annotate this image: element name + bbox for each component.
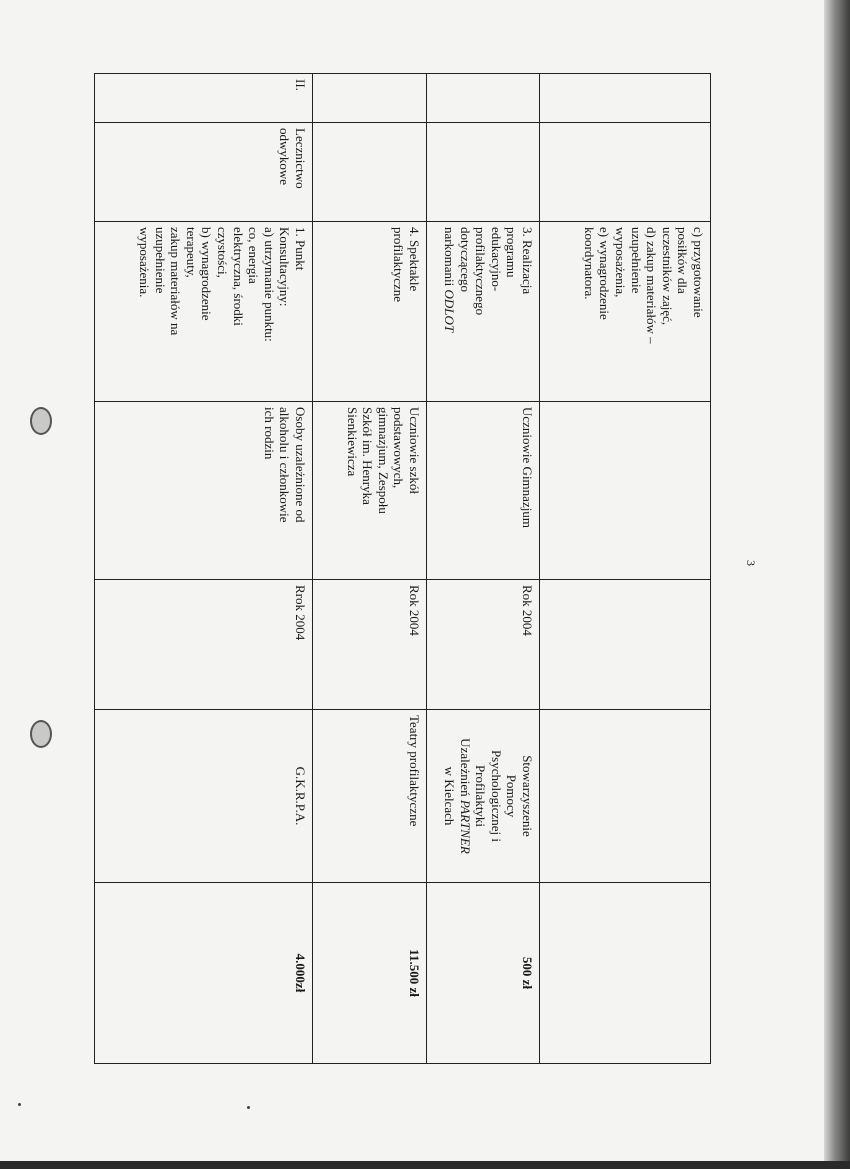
cell-term: Rok 2004 <box>313 580 427 710</box>
cell-executor: Teatry profilaktyczne <box>313 710 427 883</box>
page-number: 3 <box>744 560 758 566</box>
table-row <box>313 74 427 1064</box>
cell-executor: Stowarzyszenie Pomocy Psychologicznej i Profilaktyki Uzależnień PARTNER w Kielcach <box>427 710 540 883</box>
cell-area <box>313 123 427 222</box>
cell-amount: 4.000zł <box>95 883 313 1064</box>
cell-area <box>427 123 540 222</box>
cell-lp <box>540 74 711 123</box>
punch-hole-bottom <box>30 720 52 748</box>
table-container <box>95 73 711 1063</box>
scan-speck <box>18 1103 21 1106</box>
cell-task: c) przygotowanie posiłków dla uczestników zajęć, d) zakup materiałów – uzupełnienie wyposażenia, e) wynagrodzenie koordynatora. <box>540 222 711 402</box>
cell-executor: G.K.R.P.A. <box>95 710 313 883</box>
cell-lp: II. <box>95 74 313 123</box>
scan-edge-bottom <box>0 1161 850 1169</box>
cell-term: Rrok 2004 <box>95 580 313 710</box>
cell-area: Lecznictwo odwykowe <box>95 123 313 222</box>
budget-table <box>94 73 711 1064</box>
scan-speck <box>247 1106 250 1109</box>
cell-amount: 500 zł <box>427 883 540 1064</box>
cell-recipients: Uczniowie szkół podstawowych, gimnazjum, Zespołu Szkół im. Henryka Sienkiewicza <box>313 402 427 580</box>
cell-task: 3. Realizacja programu edukacyjno- profilaktycznego dotyczącego narkomanii ODLOT <box>427 222 540 402</box>
cell-recipients <box>540 402 711 580</box>
cell-area <box>540 123 711 222</box>
cell-term: Rok 2004 <box>427 580 540 710</box>
rotated-table-frame <box>95 73 711 1063</box>
cell-executor <box>540 710 711 883</box>
cell-term <box>540 580 711 710</box>
cell-recipients: Uczniowie Gimnazjum <box>427 402 540 580</box>
cell-amount <box>540 883 711 1064</box>
scan-edge-right <box>824 0 850 1169</box>
table-row <box>540 74 711 1064</box>
table-row <box>95 74 313 1064</box>
cell-task: 4. Spektakle profilaktyczne <box>313 222 427 402</box>
punch-hole-top <box>30 407 52 435</box>
cell-task: 1. Punkt Konsultacyjny: a) utrzymanie punktu: co, energia elektryczna, środki czystości, b) wynagrodzenie terapeuty, zakup materiałów na uzupełnienie wyposażenia. <box>95 222 313 402</box>
cell-lp <box>313 74 427 123</box>
table-row <box>427 74 540 1064</box>
cell-amount: 11.500 zł <box>313 883 427 1064</box>
cell-lp <box>427 74 540 123</box>
cell-recipients: Osoby uzależnione od alkoholu i członkowie ich rodzin <box>95 402 313 580</box>
